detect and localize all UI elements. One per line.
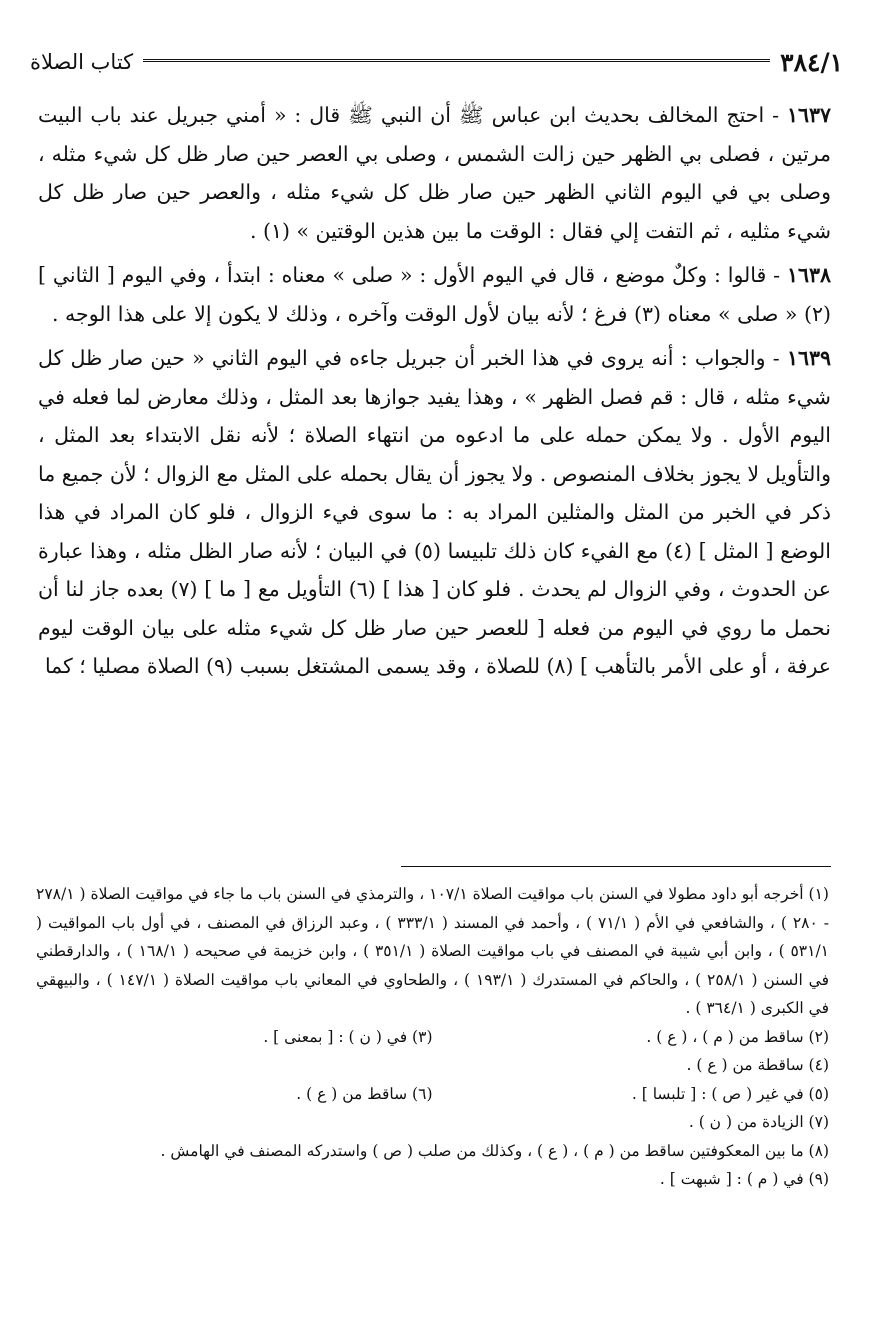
main-text	[38, 96, 831, 692]
paragraph-number: ١٦٣٩	[786, 346, 831, 370]
running-header	[30, 42, 843, 82]
footnote-6: (٦) ساقط من ( ع ) .	[296, 1084, 433, 1103]
paragraph-1637	[38, 96, 831, 250]
paragraph-1639	[38, 339, 831, 686]
paragraph-text: - احتج المخالف بحديث ابن عباس ﷺ أن النبي ﷺ قال : « أمني جبريل عند باب البيت مرتين ، فصلى بي الظهر حين زالت الشمس ، وصلى بي العصر حين صار ظل كل شيء مثله ، وصلى بي في اليوم الثاني الظهر حين صار ظل كل شيء مثله ، والعصر حين صار ظل كل شيء مثليه ، ثم التفت إلي فقال : الوقت ما بين هذين الوقتين » (١) .	[38, 103, 831, 243]
paragraph-text: - قالوا : وكلٌ موضع ، قال في اليوم الأول : « صلى » معناه : ابتدأ ، وفي اليوم [ الثاني ] (٢) « صلى » معناه (٣) فرغ ؛ لأنه بيان لأول الوقت وآخره ، وذلك لا يكون إلا على هذا الوجه .	[38, 263, 831, 326]
footnote-3: (٣) في ( ن ) : [ بمعنى ] .	[263, 1027, 433, 1046]
footnote-row	[36, 1080, 829, 1109]
footnotes	[36, 880, 829, 1194]
book-title: كتاب الصلاة	[30, 50, 134, 74]
paragraph-number: ١٦٣٨	[786, 263, 831, 287]
footnote-row	[36, 1023, 829, 1052]
header-rule	[143, 59, 770, 65]
footnote-4: (٤) ساقطة من ( ع ) .	[686, 1056, 829, 1074]
footnote-9: (٩) في ( م ) : [ شبهت ] .	[659, 1170, 829, 1188]
paragraph-text: - والجواب : أنه يروى في هذا الخبر أن جبريل جاءه في اليوم الثاني « حين صار ظل كل شيء مثله ، قال : قم فصل الظهر » ، وهذا يفيد جوازها بعد المثل ، وذلك معارض لما فعله في اليوم الأول . ولا يمكن حمله على ما ادعوه من انتهاء الصلاة ؛ لأنه نقل الابتداء بعد المثل ، والتأويل لا يجوز بخلاف المنصوص . ولا يجوز أن يقال بحمله على المثل مع الزوال ؛ لأن جميع ما ذكر في الخبر من المثل والمثلين المراد به : ما سوى فيء الزوال ، فلو كان المراد في هذا الوضع [ المثل ] (٤) مع الفيء كان ذلك تلبيسا (٥) في البيان ؛ لأنه صار الظل مثله ، وهذا عبارة عن الحدوث ، وفي الزوال لم يحدث . فلو كان [ هذا ] (٦) التأويل مع [ ما ] (٧) بعده جاز لنا أن نحمل ما روي في اليوم من فعله [ للعصر حين صار ظل كل شيء مثله على بيان الوقت ليوم عرفة ، أو على الأمر بالتأهب ] (٨) للصلاة ، وقد يسمى المشتغل بسبب (٩) الصلاة مصليا ؛ كما	[38, 346, 831, 678]
footnote-7: (٧) الزيادة من ( ن ) .	[688, 1113, 829, 1131]
paragraph-1638	[38, 256, 831, 333]
footnote-5: (٥) في غير ( ص ) : [ تلبسا ] .	[631, 1084, 829, 1103]
footnote-1: (١) أخرجه أبو داود مطولا في السنن باب مواقيت الصلاة ١٠٧/١ ، والترمذي في السنن باب ما جاء في مواقيت الصلاة ( ٢٧٨/١ - ٢٨٠ ) ، والشافعي في الأم ( ٧١/١ ) ، وأحمد في المسند ( ٣٣٣/١ ) ، وعبد الرزاق في المصنف ، في أول باب المواقيت ( ٥٣١/١ ) ، وابن أبي شيبة في المصنف في باب مواقيت الصلاة ( ٣٥١/١ ) ، وابن خزيمة في صحيحه ( ١٦٨/١ ) ، والدارقطني في السنن ( ٢٥٨/١ ) ، والحاكم في المستدرك ( ١٩٣/١ ) ، والطحاوي في المعاني باب مواقيت الصلاة ( ١٤٧/١ ) ، والبيهقي في الكبرى ( ٣٦٤/١ ) .	[36, 885, 830, 1017]
paragraph-number: ١٦٣٧	[786, 103, 831, 127]
page-number: ٣٨٤/١	[780, 47, 843, 77]
footnote-8: (٨) ما بين المعكوفتين ساقط من ( م ) ، ( ع ) ، وكذلك من صلب ( ص ) واستدركه المصنف في الهامش .	[160, 1141, 829, 1160]
footnote-2: (٢) ساقط من ( م ) ، ( ع ) .	[646, 1027, 829, 1046]
footnote-separator	[401, 866, 831, 867]
